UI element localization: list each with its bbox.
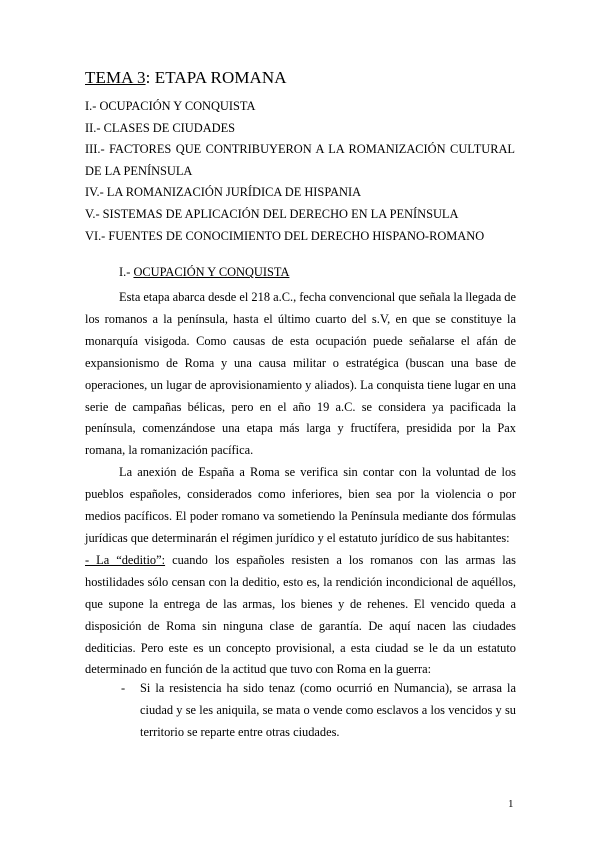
toc-item: II.- CLASES DE CIUDADES: [85, 120, 236, 135]
paragraph: Esta etapa abarca desde el 218 a.C., fecha convencional que señala la llegada de los romanos a la península, hasta el último cuarto del s.V, en que se constituye la monarquía visigoda. Como causas de esta ocupación puede señalarse el afán de expansionismo de Roma y una causa militar o estratégica (buscan una base de operaciones, un lugar de aprovisionamiento y aliados). La conquista tiene lugar en una serie de campañas bélicas, pero en el año 19 a.C. se considera ya pacificada la península, comenzándose una etapa más larga y fructífera, presidida por la Pax romana, la romanización pacífica.: [85, 290, 516, 458]
paragraph: La anexión de España a Roma se verifica sin contar con la voluntad de los pueblos españoles, considerados como inferiores, bien sea por la violencia o por medios pacíficos. El poder romano va sometiendo la Península mediante dos fórmulas jurídicas que determinarán el régimen jurídico y el estatuto jurídico de sus habitantes:: [85, 465, 516, 545]
toc-item: V.- SISTEMAS DE APLICACIÓN DEL DERECHO EN LA PENÍNSULA: [85, 206, 459, 221]
toc-item: VI.- FUENTES DE CONOCIMIENTO DEL DERECHO HISPANO-ROMANO: [85, 228, 485, 243]
paragraph: [85, 550, 516, 681]
section-number: I.-: [119, 265, 134, 279]
list-item: [85, 678, 516, 744]
document-title: [85, 68, 287, 88]
toc-item: IV.- LA ROMANIZACIÓN JURÍDICA DE HISPANIA: [85, 185, 362, 200]
bullet-marker: -: [121, 681, 126, 695]
title-topic-name: : ETAPA ROMANA: [145, 68, 287, 87]
term-label: - La “deditio”:: [85, 552, 166, 567]
document-body: [85, 287, 516, 681]
list-item-text: Si la resistencia ha sido tenaz (como ocurrió en Numancia), se arrasa la ciudad y se les aniquila, se mata o vende como esclavos a los vencidos y su territorio se reparte entre otras ciudades.: [140, 681, 516, 739]
toc-item: I.- OCUPACIÓN Y CONQUISTA: [85, 99, 256, 113]
title-topic-number: TEMA 3: [85, 68, 146, 87]
section-title: OCUPACIÓN Y CONQUISTA: [133, 265, 290, 279]
bullet-list: [85, 678, 516, 744]
section-heading: [119, 265, 289, 280]
page-number: 1: [508, 798, 514, 810]
toc-item: III.- FACTORES QUE CONTRIBUYERON A LA ROMANIZACIÓN CULTURAL DE LA PENÍNSULA: [85, 142, 515, 178]
table-of-contents: [85, 96, 515, 247]
term-description: cuando los españoles resisten a los romanos con las armas las hostilidades sólo censan con la deditio, esto es, la rendición incondicional de aquéllos, que supone la entrega de las armas, los bienes y de rehenes. El vencido queda a disposición de Roma sin ninguna clase de garantía. De aquí nacen las ciudades dediticias. Pero este es un concepto provisional, a esta ciudad se le da un estatuto determinado en función de la actitud que tuvo con Roma en la guerra:: [85, 552, 516, 677]
